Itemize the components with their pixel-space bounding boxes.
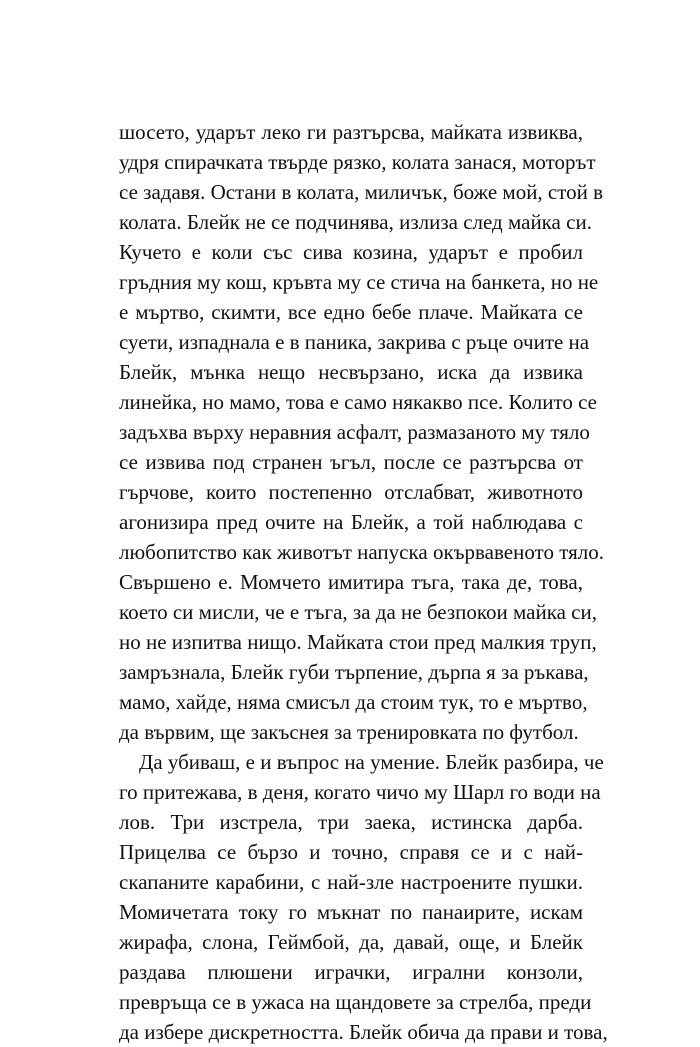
- text-line: агонизира пред очите на Блейк, а той наблюдава с: [119, 510, 583, 534]
- text-line: но не изпитва нищо. Майката стои пред малкия труп,: [119, 630, 597, 654]
- paragraph-1: [119, 117, 604, 747]
- text-line: го притежава, в деня, когато чичо му Шарл го води на: [119, 780, 601, 804]
- text-line: Кучето е коли със сива козина, ударът е пробил: [119, 240, 583, 264]
- text-line: замръзнала, Блейк губи търпение, дърпа я за ръкава,: [119, 660, 589, 684]
- text-line: се извива под странен ъгъл, после се разтърсва от: [119, 450, 583, 474]
- text-line: Да убиваш, е и въпрос на умение. Блейк разбира, че: [139, 750, 604, 774]
- text-line: удря спирачката твърде рязко, колата занася, моторът: [119, 150, 596, 174]
- text-line: колата. Блейк не се подчинява, излиза след майка си.: [119, 210, 592, 234]
- text-line: линейка, но мамо, това е само някакво псе. Колито се: [119, 390, 597, 414]
- text-line: което си мисли, че е тъга, за да не безпокои майка си,: [119, 600, 597, 624]
- text-line: шосето, ударът леко ги разтърсва, майката извиква,: [119, 120, 583, 144]
- text-line: Прицелва се бързо и точно, справя се и с най-: [119, 840, 583, 864]
- text-line: превръща се в ужаса на щандовете за стрелба, преди: [119, 990, 592, 1014]
- text-line: да вървим, ще закъснея за тренировката по футбол.: [119, 720, 579, 744]
- paragraph-2: [119, 747, 608, 1047]
- text-line: гърчове, които постепенно отслабват, животното: [119, 480, 583, 504]
- text-line: жирафа, слона, Геймбой, да, давай, още, и Блейк: [119, 930, 583, 954]
- body-text: [119, 117, 608, 1047]
- text-line: лов. Три изстрела, три заека, истинска дарба.: [119, 810, 583, 834]
- text-line: се задавя. Остани в колата, миличък, боже мой, стой в: [119, 180, 604, 204]
- text-line: Момичетата току го мъкнат по панаирите, искам: [119, 900, 583, 924]
- text-line: гръдния му кош, кръвта му се стича на банкета, но не: [119, 270, 599, 294]
- text-line: раздава плюшени играчки, игрални конзоли,: [119, 960, 583, 984]
- text-line: любопитство как животът напуска окървавеното тяло.: [119, 540, 604, 564]
- text-line: Блейк, мънка нещо несвързано, иска да извика: [119, 360, 583, 384]
- text-line: е мъртво, скимти, все едно бебе плаче. Майката се: [119, 300, 583, 324]
- text-line: Свършено е. Момчето имитира тъга, така де, това,: [119, 570, 583, 594]
- text-line: скапаните карабини, с най-зле настроените пушки.: [119, 870, 583, 894]
- text-line: задъхва върху неравния асфалт, размазаното му тяло: [119, 420, 590, 444]
- text-line: суети, изпаднала е в паника, закрива с ръце очите на: [119, 330, 590, 354]
- text-line: мамо, хайде, няма смисъл да стоим тук, то е мъртво,: [119, 690, 588, 714]
- text-line: да избере дискретността. Блейк обича да прави и това,: [119, 1020, 608, 1044]
